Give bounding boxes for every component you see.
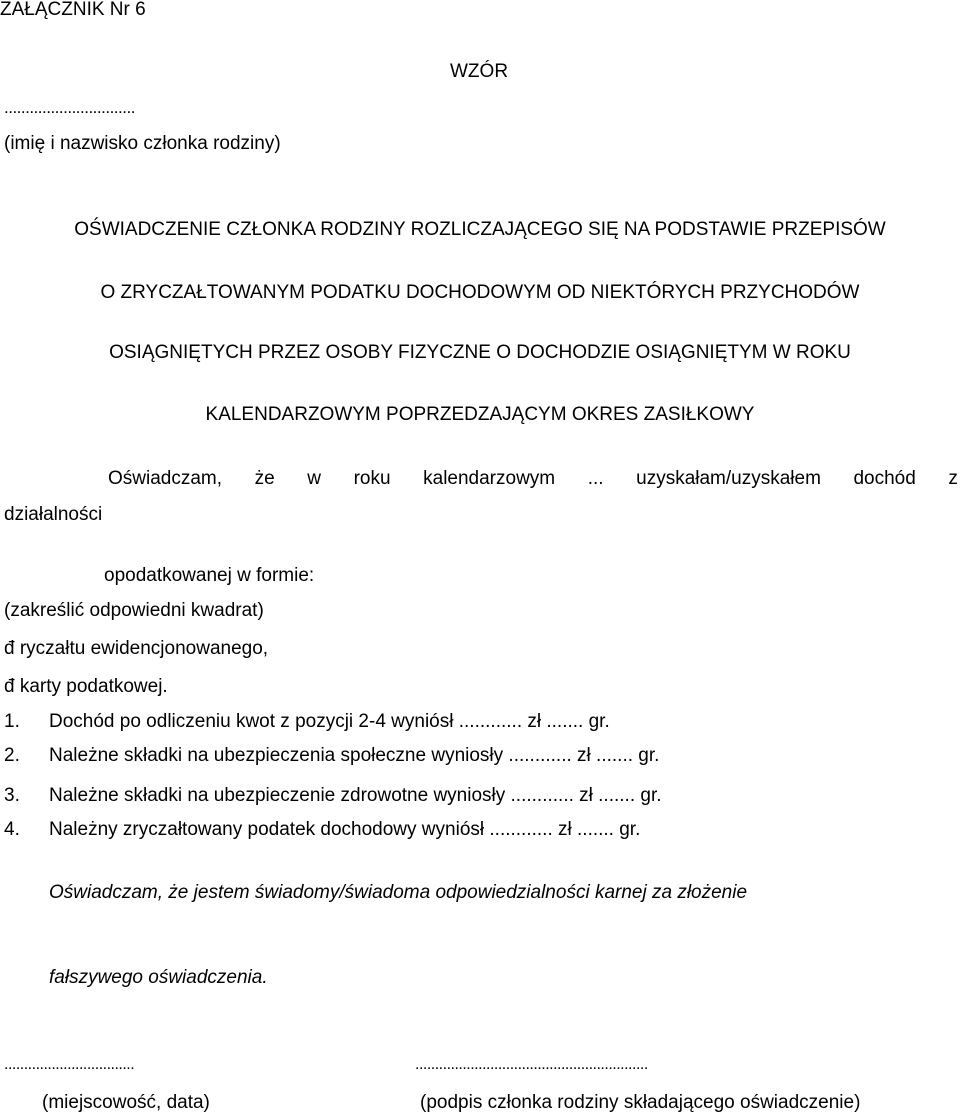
title-line-1: OŚWIADCZENIE CZŁONKA RODZINY ROZLICZAJĄCEGO SIĘ NA PODSTAWIE PRZEPISÓW <box>74 219 886 240</box>
item-flat-tax: Należny zryczałtowany podatek dochodowy wyniósł ............ zł ....... gr. <box>49 819 641 840</box>
statement-word: ... <box>587 468 604 489</box>
statement-word: kalendarzowym <box>423 468 556 489</box>
statement-line <box>108 469 958 488</box>
name-dots: ............................... <box>4 98 135 117</box>
statement-line-2: działalności <box>4 504 103 525</box>
statement-word: że <box>254 468 275 489</box>
declaration-line-2: fałszywego oświadczenia. <box>49 967 268 988</box>
statement-word: w <box>307 468 321 489</box>
place-date-dots: ................................. <box>4 1056 135 1073</box>
declaration-line-1: Oświadczam, że jestem świadomy/świadoma odpowiedzialności karnej za złożenie <box>49 882 748 903</box>
signature-caption: (podpis członka rodziny składającego oświadczenie) <box>420 1092 861 1113</box>
attachment-label: ZAŁĄCZNIK Nr 6 <box>0 0 146 20</box>
item-income: Dochód po odliczeniu kwot z pozycji 2-4 wyniósł ............ zł ....... gr. <box>49 711 610 732</box>
place-date-caption: (miejscowość, data) <box>42 1092 210 1113</box>
item-number: 1. <box>4 711 20 732</box>
option-lump-sum[interactable]: đ ryczałtu ewidencjonowanego, <box>4 638 269 659</box>
item-social-contributions: Należne składki na ubezpieczenia społeczne wyniosły ............ zł ....... gr. <box>49 745 660 766</box>
item-number: 2. <box>4 745 20 766</box>
statement-word: z <box>948 468 958 489</box>
title-line-3: OSIĄGNIĘTYCH PRZEZ OSOBY FIZYCZNE O DOCHODZIE OSIĄGNIĘTYM W ROKU <box>109 342 851 363</box>
title-line-4: KALENDARZOWYM POPRZEDZAJĄCYM OKRES ZASIŁKOWY <box>205 404 755 425</box>
item-number: 4. <box>4 819 20 840</box>
taxed-form-label: opodatkowanej w formie: <box>104 565 315 586</box>
template-label: WZÓR <box>450 61 509 82</box>
statement-word: roku <box>353 468 391 489</box>
title-line-2: O ZRYCZAŁTOWANYM PODATKU DOCHODOWYM OD NIEKTÓRYCH PRZYCHODÓW <box>100 282 860 303</box>
statement-word: dochód <box>853 468 916 489</box>
item-number: 3. <box>4 785 20 806</box>
statement-word: uzyskałam/uzyskałem <box>636 468 821 489</box>
option-tax-card[interactable]: đ karty podatkowej. <box>4 676 168 697</box>
item-health-contributions: Należne składki na ubezpieczenie zdrowotne wyniosły ............ zł ....... gr. <box>49 785 662 806</box>
signature-dots: ........................................................... <box>415 1056 648 1073</box>
checkbox-instruction: (zakreślić odpowiedni kwadrat) <box>4 600 264 621</box>
statement-word: Oświadczam, <box>108 468 223 489</box>
name-caption: (imię i nazwisko członka rodziny) <box>4 133 281 154</box>
